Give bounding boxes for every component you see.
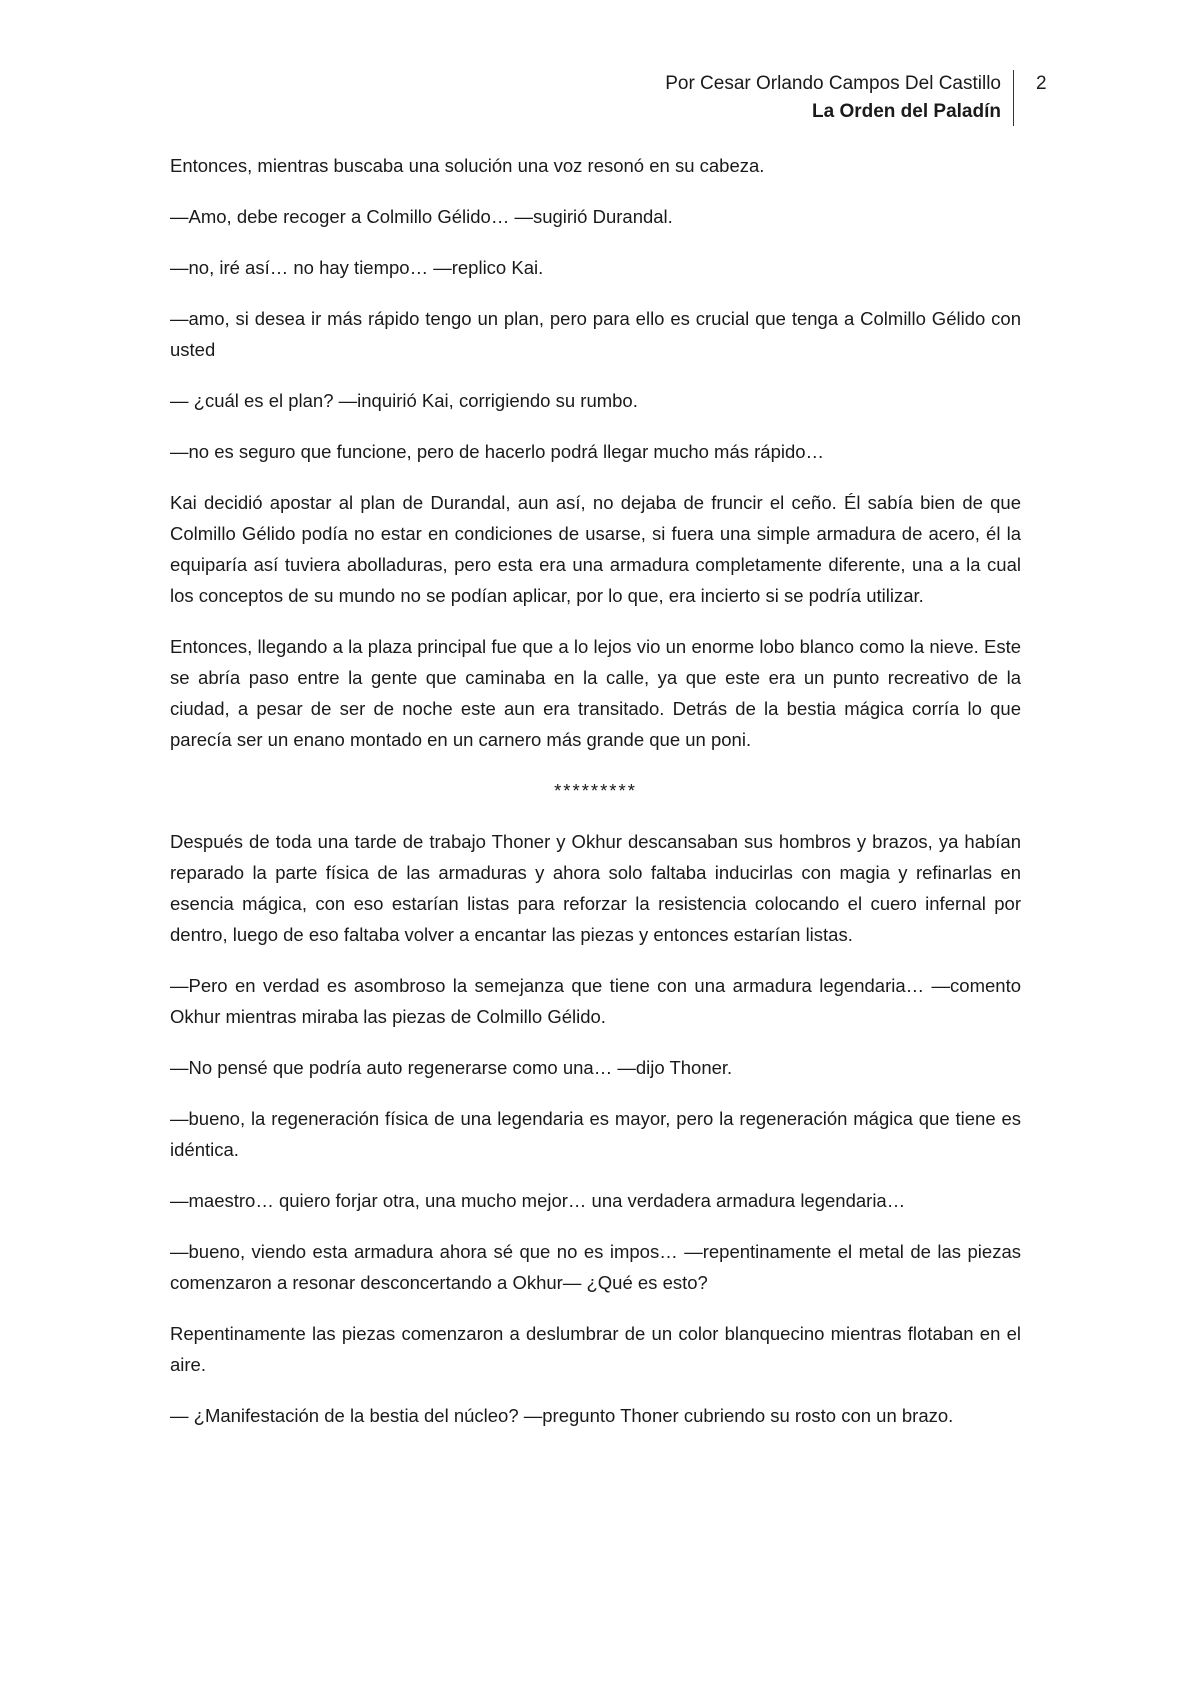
paragraph: Kai decidió apostar al plan de Durandal, aun así, no dejaba de fruncir el ceño. Él sabía bien de que Colmillo Gélido podía no estar en condiciones de usarse, si fuera una simple armadura de acero, él la equiparía así tuviera abolladuras, pero esta era una armadura completamente diferente, una a la cual los conceptos de su mundo no se podían aplicar, por lo que, era incierto si se podría utilizar. [170,492,1021,606]
paragraph: —maestro… quiero forjar otra, una mucho mejor… una verdadera armadura legendaria… [170,1190,906,1211]
paragraph: —No pensé que podría auto regenerarse como una… —dijo Thoner. [170,1057,733,1078]
paragraph: Entonces, llegando a la plaza principal fue que a lo lejos vio un enorme lobo blanco como la nieve. Este se abría paso entre la gente que caminaba en la calle, ya que este era un punto recreativo de la ciudad, a pesar de ser de noche este aun era transitado. Detrás de la bestia mágica corría lo que parecía ser un enano montado en un carnero más grande que un poni. [170,636,1021,750]
scene-separator: ********* [554,780,637,801]
page-header [665,70,1014,126]
paragraph: —bueno, viendo esta armadura ahora sé que no es impos… —repentinamente el metal de las piezas comenzaron a resonar desconcertando a Okhur— ¿Qué es esto? [170,1241,1021,1293]
document-body [170,150,1021,1451]
paragraph: —Pero en verdad es asombroso la semejanza que tiene con una armadura legendaria… —comento Okhur mientras miraba las piezas de Colmillo Gélido. [170,975,1021,1027]
paragraph: —amo, si desea ir más rápido tengo un plan, pero para ello es crucial que tenga a Colmillo Gélido con usted [170,308,1021,360]
page-number: 2 [1036,73,1047,94]
paragraph: —no, iré así… no hay tiempo… —replico Kai. [170,257,544,278]
header-author: Por Cesar Orlando Campos Del Castillo [665,73,1001,94]
paragraph: — ¿Manifestación de la bestia del núcleo? —pregunto Thoner cubriendo su rosto con un brazo. [170,1405,954,1426]
paragraph: Después de toda una tarde de trabajo Thoner y Okhur descansaban sus hombros y brazos, ya habían reparado la parte física de las armaduras y ahora solo faltaba inducirlas con magia y refinarlas en esencia mágica, con eso estarían listas para reforzar la resistencia colocando el cuero infernal por dentro, luego de eso faltaba volver a encantar las piezas y entonces estarían listas. [170,831,1021,945]
paragraph: —no es seguro que funcione, pero de hacerlo podrá llegar mucho más rápido… [170,441,825,462]
paragraph: Repentinamente las piezas comenzaron a deslumbrar de un color blanquecino mientras flotaban en el aire. [170,1323,1021,1375]
header-book-title: La Orden del Paladín [812,101,1001,122]
paragraph: —bueno, la regeneración física de una legendaria es mayor, pero la regeneración mágica que tiene es idéntica. [170,1108,1021,1160]
paragraph: —Amo, debe recoger a Colmillo Gélido… —sugirió Durandal. [170,206,673,227]
paragraph: — ¿cuál es el plan? —inquirió Kai, corrigiendo su rumbo. [170,390,638,411]
paragraph: Entonces, mientras buscaba una solución una voz resonó en su cabeza. [170,155,765,176]
